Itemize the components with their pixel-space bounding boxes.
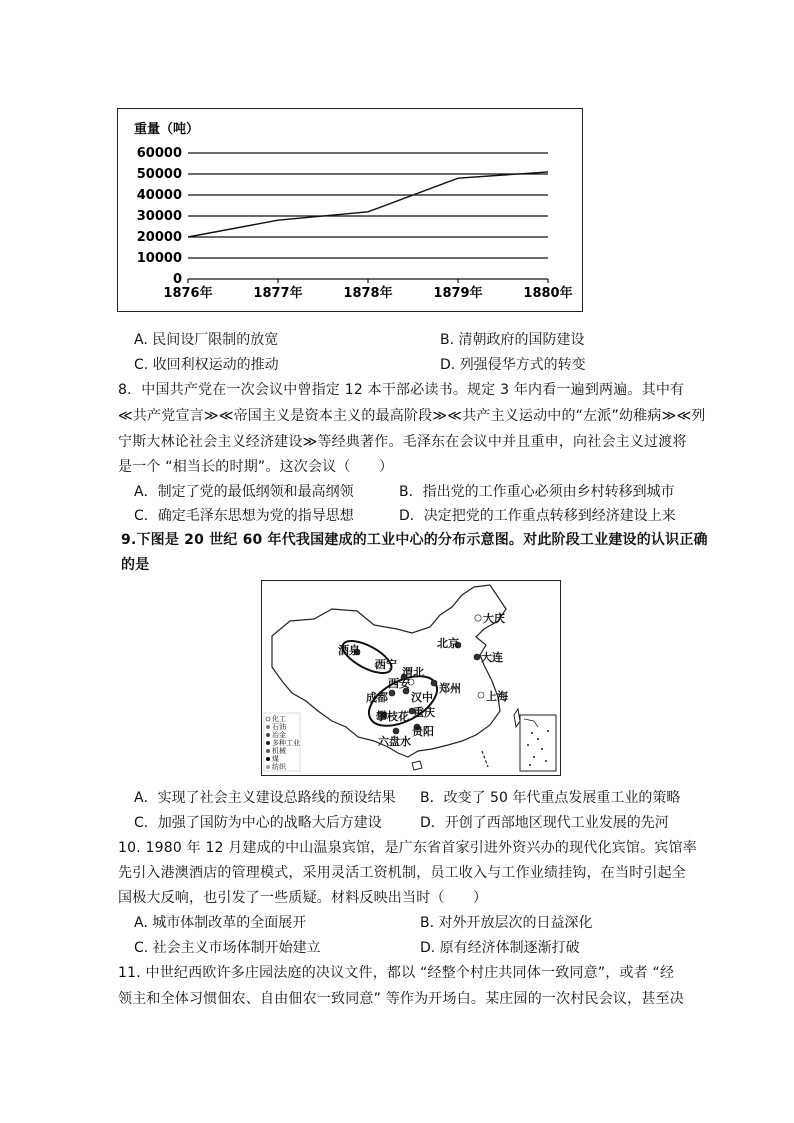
y-tick-label: 30000: [136, 209, 182, 224]
q8-option-a[interactable]: [134, 481, 354, 501]
option-text: 列强侵华方式的转变: [459, 357, 586, 373]
industrial-centers-map: [261, 580, 561, 776]
inset-islands: [527, 730, 549, 766]
x-tick-label: 1876年: [163, 286, 213, 301]
city-label-chongqing: 重庆: [413, 706, 435, 719]
option-text: 决定把党的工作重点转移到经济建设上来: [423, 508, 676, 524]
legend-multi-industry: 多种工业: [272, 739, 300, 747]
chart-canvas: [118, 109, 582, 311]
q8-stem-line-3: 宁斯大林论社会主义经济建设≫等经典著作。毛泽东在会议中并且重申，向社会主义过渡将: [118, 434, 687, 450]
y-tick-label: 10000: [136, 251, 182, 266]
northwest-cluster-oval: [338, 635, 396, 680]
q7-option-a[interactable]: [134, 329, 278, 349]
option-text: 城市体制改革的全面展开: [152, 915, 307, 931]
q8-option-c[interactable]: [134, 505, 354, 525]
y-tick-label: 40000: [136, 188, 182, 203]
legend-metallurgy: 冶金: [272, 731, 286, 739]
city-label-dalian: 大连: [481, 651, 503, 664]
weight-line-chart: [117, 108, 583, 312]
city-label-guiyang: 贵阳: [412, 725, 434, 738]
city-label-daqing: 大庆: [483, 612, 505, 625]
option-label: A.: [134, 332, 148, 348]
series-line: [188, 172, 548, 237]
taiwan-island: [514, 709, 520, 727]
option-label: A．: [134, 790, 158, 806]
option-text: 确定毛泽东思想为党的指导思想: [157, 508, 354, 524]
q11-stem-line-1: 11. 中世纪西欧许多庄园法庭的决议文件，都以 “经整个村庄共同体一致同意”，或者 “经: [118, 965, 675, 981]
q7-option-d[interactable]: [440, 354, 586, 374]
city-label-panzhihua: 攀枝花: [376, 710, 409, 723]
inset-coast: [524, 719, 538, 727]
x-tick-label: 1879年: [433, 286, 483, 301]
q9-option-a[interactable]: [134, 787, 396, 807]
legend-coal: 煤: [272, 755, 279, 763]
x-tick-label: 1878年: [343, 286, 393, 301]
q8-option-d[interactable]: [399, 505, 676, 525]
option-text: 开创了西部地区现代工业发展的先河: [444, 815, 669, 831]
q7-option-c[interactable]: [134, 354, 279, 374]
option-label: A．: [134, 484, 158, 500]
city-dot: [389, 690, 395, 696]
city-label-weibei: 渭北: [402, 666, 424, 679]
q9-stem-line-2: 的是: [121, 557, 150, 573]
option-label: B．: [399, 484, 423, 500]
option-label: D.: [420, 940, 436, 956]
q10-stem-line-2: 先引入港澳酒店的管理模式，采用灵活工资机制，员工收入与工作业绩挂钩，在当时引起全: [118, 865, 686, 881]
city-dot: [474, 654, 480, 660]
option-label: C.: [134, 357, 149, 373]
q9-option-b[interactable]: [420, 787, 680, 807]
q8-stem-line-4: 是一个 “相当长的时期”。这次会议（ ）: [118, 459, 394, 475]
y-tick-label: 0: [172, 272, 182, 287]
y-tick-label: 60000: [136, 146, 182, 161]
legend-oil: 石油: [272, 723, 286, 731]
y-tick-label: 50000: [136, 167, 182, 182]
q9-option-d[interactable]: [420, 812, 669, 832]
q10-stem-line-3: 国极大反响，也引发了一些质疑。材料反映出当时（ ）: [118, 890, 488, 906]
option-label: D.: [440, 357, 456, 373]
city-dot: [478, 692, 484, 698]
city-label-xian: 西安: [388, 677, 410, 690]
option-text: 收回利权运动的推动: [152, 357, 279, 373]
q8-stem-line-2: ≪共产党宣言≫≪帝国主义是资本主义的最高阶段≫≪共产主义运动中的“左派”幼稚病≫≪列: [118, 408, 706, 424]
q10-option-b[interactable]: [420, 912, 593, 932]
y-axis-label: 重量（吨）: [134, 122, 200, 137]
option-text: 对外开放层次的日益深化: [438, 915, 593, 931]
city-dot: [431, 680, 437, 686]
option-label: D．: [420, 815, 445, 831]
q10-stem-line-1: 10. 1980 年 12 月建成的中山温泉宾馆，是广东省首家引进外资兴办的现代化宾馆。宾馆率: [118, 840, 697, 856]
city-label-xining: 西宁: [375, 658, 397, 671]
q10-option-a[interactable]: [134, 912, 306, 932]
q8-stem-line-1: 8．中国共产党在一次会议中曾指定 12 本干部必读书。规定 3 年内看一遍到两遍。其中有: [118, 382, 685, 398]
option-text: 实现了社会主义建设总路线的预设结果: [157, 790, 396, 806]
city-label-liupanshui: 六盘水: [378, 735, 411, 748]
y-tick-label: 20000: [136, 230, 182, 245]
option-text: 加强了国防为中心的战略大后方建设: [157, 815, 382, 831]
option-text: 改变了 50 年代重点发展重工业的策略: [443, 790, 681, 806]
city-label-chengdu: 成都: [366, 691, 388, 704]
option-label: C．: [134, 508, 158, 524]
q9-option-c[interactable]: [134, 812, 382, 832]
city-label-shanghai: 上海: [486, 690, 508, 703]
option-label: C.: [134, 940, 149, 956]
q8-option-b[interactable]: [399, 481, 675, 501]
city-label-jiuquan: 酒泉: [338, 644, 360, 657]
city-label-zhengzhou: 郑州: [439, 682, 461, 695]
option-label: A.: [134, 915, 148, 931]
option-text: 清朝政府的国防建设: [458, 332, 585, 348]
boundary-dash: [482, 751, 488, 767]
q11-stem-line-2: 领主和全体习惯佃农、自由佃农一致同意” 等作为开场白。某庄园的一次村民会议，甚至决: [118, 991, 684, 1007]
option-label: C．: [134, 815, 158, 831]
south-china-sea-inset: [520, 715, 556, 771]
hainan-island: [412, 761, 422, 770]
legend-chemical: 化工: [272, 715, 286, 723]
option-label: B.: [440, 332, 455, 348]
option-text: 民间设厂限制的放宽: [152, 332, 279, 348]
option-label: B．: [420, 790, 444, 806]
legend-machinery: 机械: [272, 747, 286, 755]
option-text: 社会主义市场体制开始建立: [152, 940, 321, 956]
option-text: 制定了党的最低纲领和最高纲领: [157, 484, 354, 500]
city-dot: [393, 728, 399, 734]
map-legend: [264, 713, 300, 771]
city-label-beijing: 北京: [437, 637, 459, 650]
q7-option-b[interactable]: [440, 329, 585, 349]
option-label: D．: [399, 508, 424, 524]
q10-option-c[interactable]: [134, 937, 321, 957]
option-text: 指出党的工作重心必须由乡村转移到城市: [422, 484, 675, 500]
q9-stem-line-1: 9.下图是 20 世纪 60 年代我国建成的工业中心的分布示意图。对此阶段工业建设的认识正确: [121, 532, 708, 548]
option-text: 原有经济体制逐渐打破: [439, 940, 580, 956]
x-tick-label: 1877年: [253, 286, 303, 301]
legend-textile: 纺织: [272, 763, 286, 771]
map-canvas: [262, 581, 560, 775]
city-dot: [475, 615, 481, 621]
option-label: B.: [420, 915, 435, 931]
city-label-hanzhong: 汉中: [411, 691, 433, 704]
x-tick-label: 1880年: [523, 286, 573, 301]
q10-option-d[interactable]: [420, 937, 580, 957]
